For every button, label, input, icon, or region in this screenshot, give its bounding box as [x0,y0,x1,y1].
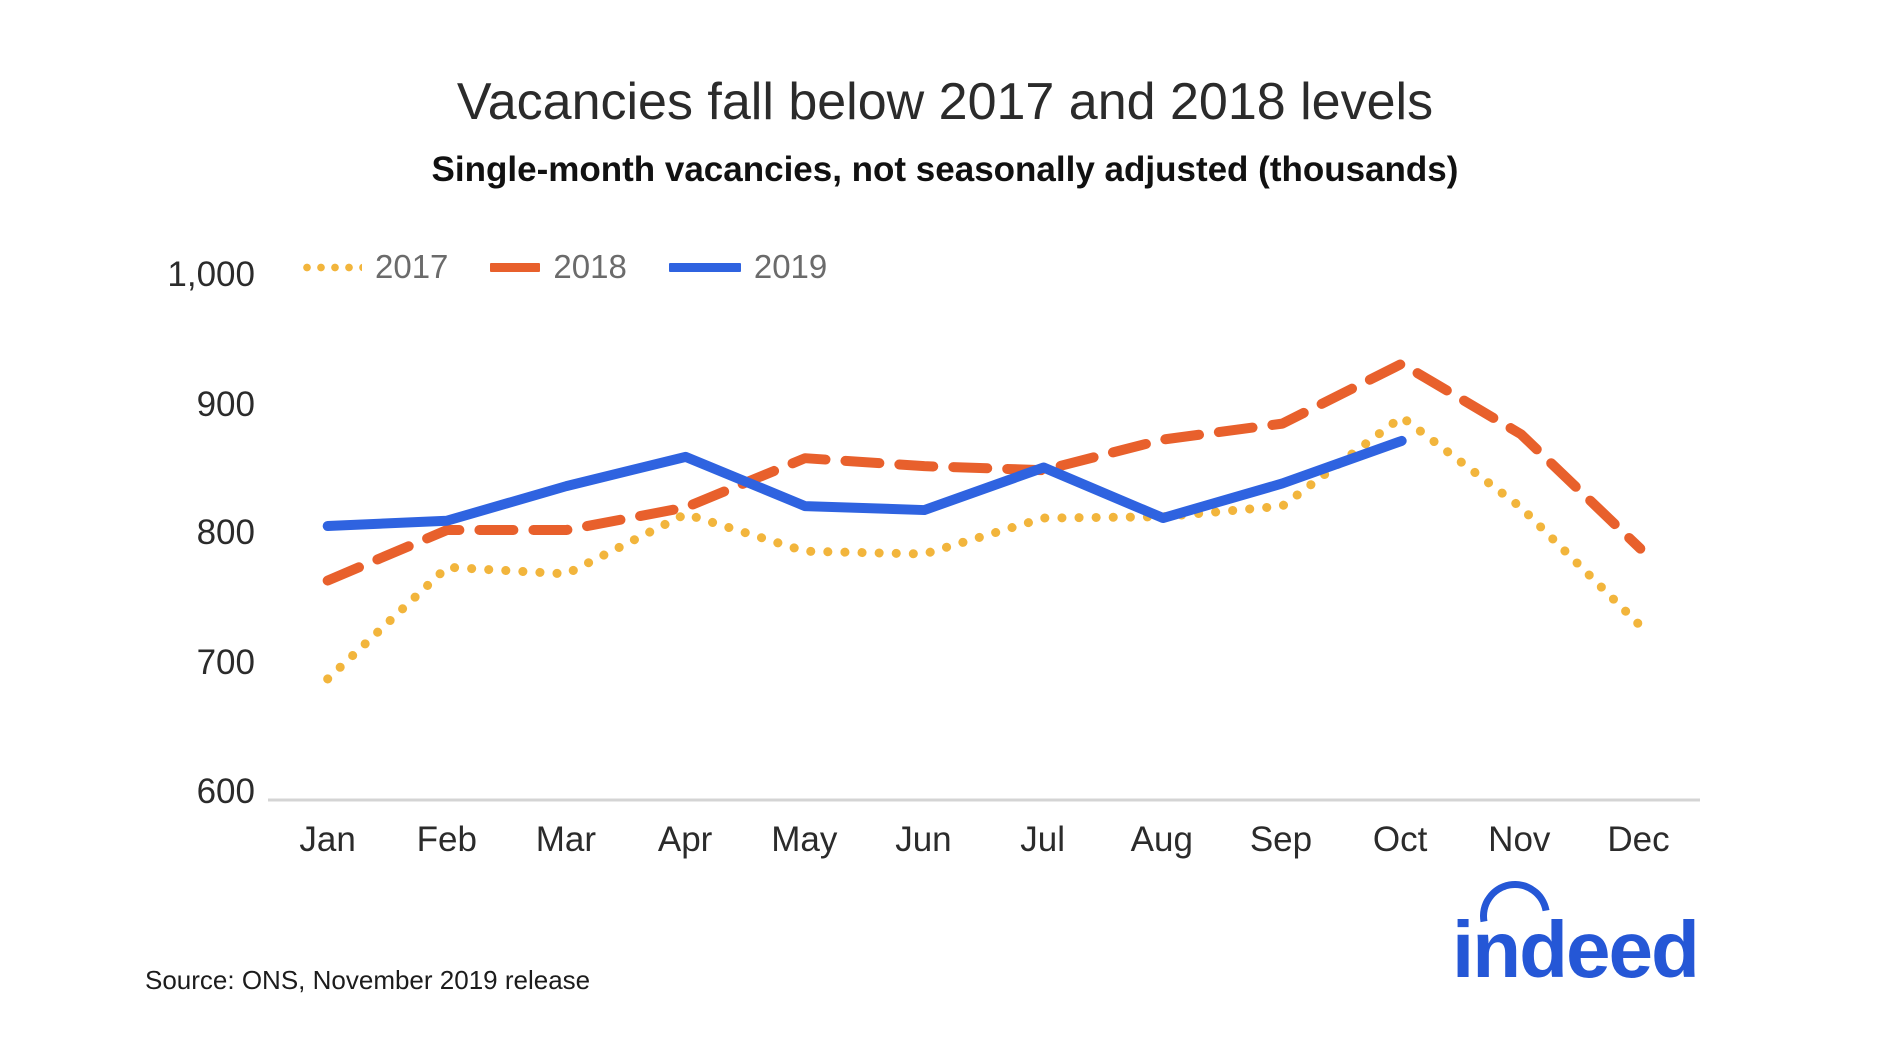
x-tick-label: Aug [1130,820,1193,859]
x-tick-label: Oct [1372,820,1428,859]
x-tick-label: Nov [1488,820,1551,859]
y-tick-label: 1,000 [167,255,255,294]
y-tick-label: 600 [196,772,255,811]
x-tick-label: Mar [535,820,597,859]
x-tick-label: Feb [416,820,477,859]
x-tick-label: Jun [895,820,952,859]
x-tick-label: Dec [1607,820,1670,859]
series-2017-line [328,417,1641,679]
x-tick-label: Jul [1020,820,1065,859]
indeed-logo-text: indeed [1452,905,1698,994]
legend-label-2019: 2019 [753,248,828,285]
y-tick-label: 700 [196,643,255,682]
x-tick-label: Jan [299,820,356,859]
series-2018-line [328,364,1641,581]
y-tick-label: 900 [196,385,255,424]
x-axis-labels [268,820,1698,860]
x-tick-label: Sep [1249,820,1313,859]
chart-subtitle: Single-month vacancies, not seasonally adjusted (thousands) [431,150,1459,189]
indeed-logo [1452,905,1752,995]
x-tick-label: Apr [657,820,713,859]
legend-label-2017: 2017 [375,248,449,285]
x-tick-label: May [771,820,838,859]
source-note: Source: ONS, November 2019 release [145,965,591,995]
chart-title: Vacancies fall below 2017 and 2018 levels [456,73,1434,131]
y-tick-label: 800 [196,513,255,552]
legend-label-2018: 2018 [553,248,627,285]
series-2019-line [328,441,1402,526]
